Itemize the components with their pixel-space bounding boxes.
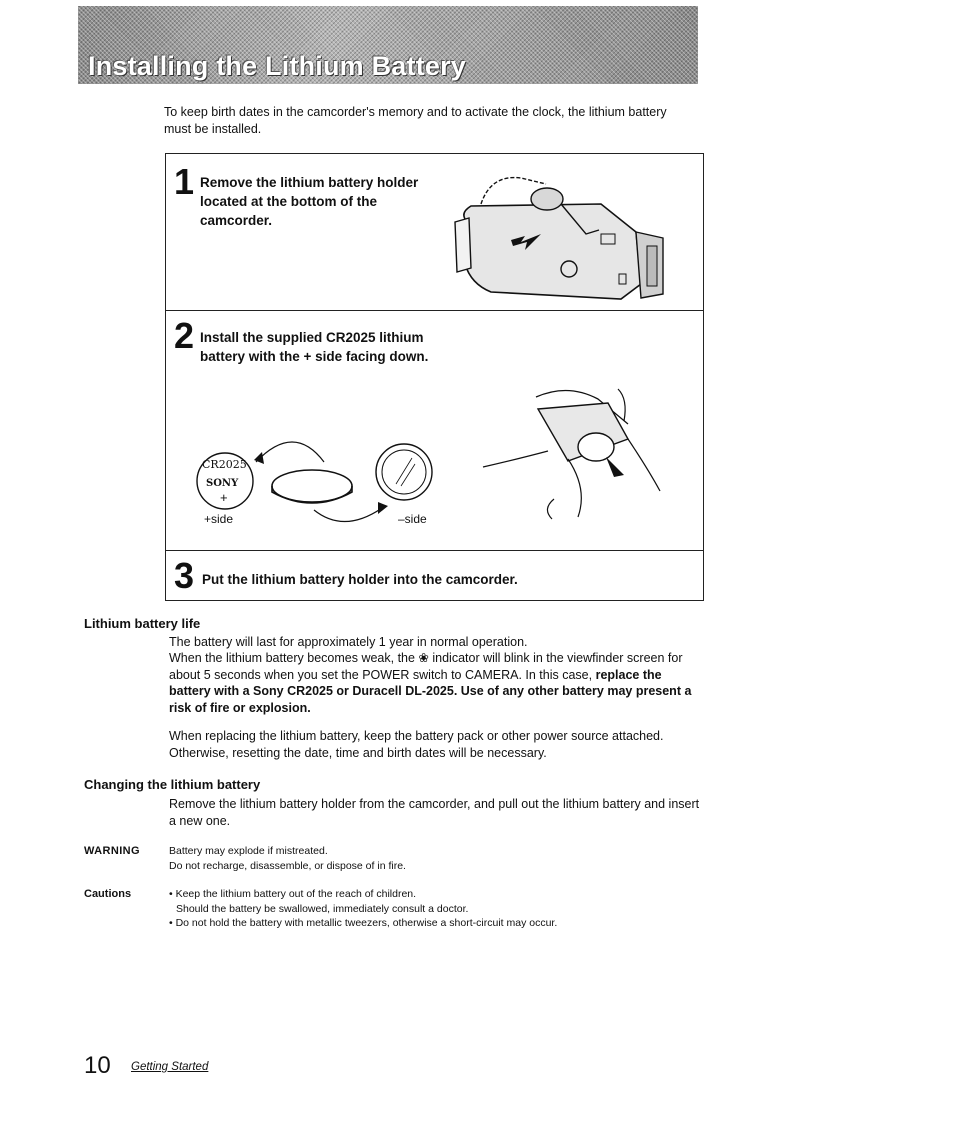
battery-in-holder (578, 433, 614, 461)
caution-line-1: • Keep the lithium battery out of the reach of children. (169, 888, 417, 900)
battery-minus-face (376, 444, 432, 500)
hand-inserting-battery-illustration (478, 379, 678, 529)
step-divider-1 (166, 310, 703, 311)
title-banner (78, 6, 698, 84)
lithium-life-p2 (169, 650, 704, 716)
warning-text (169, 844, 689, 873)
hand-lower-outline (483, 451, 548, 467)
holder-lever (531, 188, 563, 210)
step-1-text: Remove the lithium battery holder located at the bottom of the camcorder. (200, 175, 419, 228)
step-3-text: Put the lithium battery holder into the camcorder. (202, 572, 518, 587)
flip-arrow-top (256, 442, 324, 462)
steps-box (165, 153, 704, 601)
caution-line-2: Should the battery be swallowed, immediately consult a doctor. (176, 902, 469, 915)
camcorder-grip (455, 218, 471, 272)
page-number: 10 (84, 1052, 111, 1079)
finger-outline (628, 439, 660, 491)
cautions-label: Cautions (84, 888, 132, 900)
cautions-text (169, 887, 689, 931)
palm-outline (547, 499, 554, 519)
lithium-life-p2-warning: replace the battery with a Sony CR2025 or Duracell DL-2025. Use of any other battery may present a risk of fire or explosion. (169, 667, 692, 715)
minus-side-label: –side (398, 512, 427, 526)
footer-section: Getting Started (131, 1061, 209, 1073)
changing-heading: Changing the lithium battery (84, 777, 261, 792)
camcorder-body (464, 204, 641, 299)
caution-line-3: • Do not hold the battery with metallic tweezers, otherwise a short-circuit may occur. (169, 917, 558, 929)
lithium-life-p3: When replacing the lithium battery, keep the battery pack or other power source attached. Otherwise, resetting the date, time and birth dates will be necessary. (169, 729, 664, 760)
step-2-number: 2 (174, 315, 195, 356)
insert-arrow (606, 457, 624, 477)
warning-line-2: Do not recharge, disassemble, or dispose of in fire. (169, 859, 406, 872)
step-3-number: 3 (174, 555, 195, 596)
thumb-outline (568, 459, 581, 517)
flip-arrowhead-top (254, 452, 264, 464)
lithium-life-heading: Lithium battery life (84, 616, 201, 631)
changing-text: Remove the lithium battery holder from the camcorder, and pull out the lithium battery and insert a new one. (169, 797, 700, 828)
lithium-life-p2-plain: When the lithium battery becomes weak, the ❀ indicator will blink in the viewfinder screen for about 5 seconds when you set the POWER switch to CAMERA. In this case, (169, 651, 683, 682)
battery-brand-text: SONY (206, 478, 239, 489)
page-title: Installing the Lithium Battery (88, 51, 467, 81)
flip-arrow-bottom (314, 508, 382, 522)
lithium-life-p1: The battery will last for approximately 1 year in normal operation. (169, 635, 528, 649)
warning-label: WARNING (84, 845, 140, 857)
camcorder-illustration (451, 164, 671, 304)
intro-paragraph: To keep birth dates in the camcorder's memory and to activate the clock, the lithium battery must be installed. (164, 105, 667, 136)
warning-line-1: Battery may explode if mistreated. (169, 845, 328, 857)
step-1-number: 1 (174, 161, 195, 202)
step-divider-2 (166, 550, 703, 551)
plus-side-label: +side (204, 512, 234, 526)
step-2-text: Install the supplied CR2025 lithium battery with the + side facing down. (200, 330, 429, 364)
battery-plus-symbol: + (220, 490, 228, 505)
lens-ring (647, 246, 657, 286)
flip-arrowhead-bottom (378, 502, 388, 514)
battery-model-text: CR2025 (202, 458, 247, 471)
